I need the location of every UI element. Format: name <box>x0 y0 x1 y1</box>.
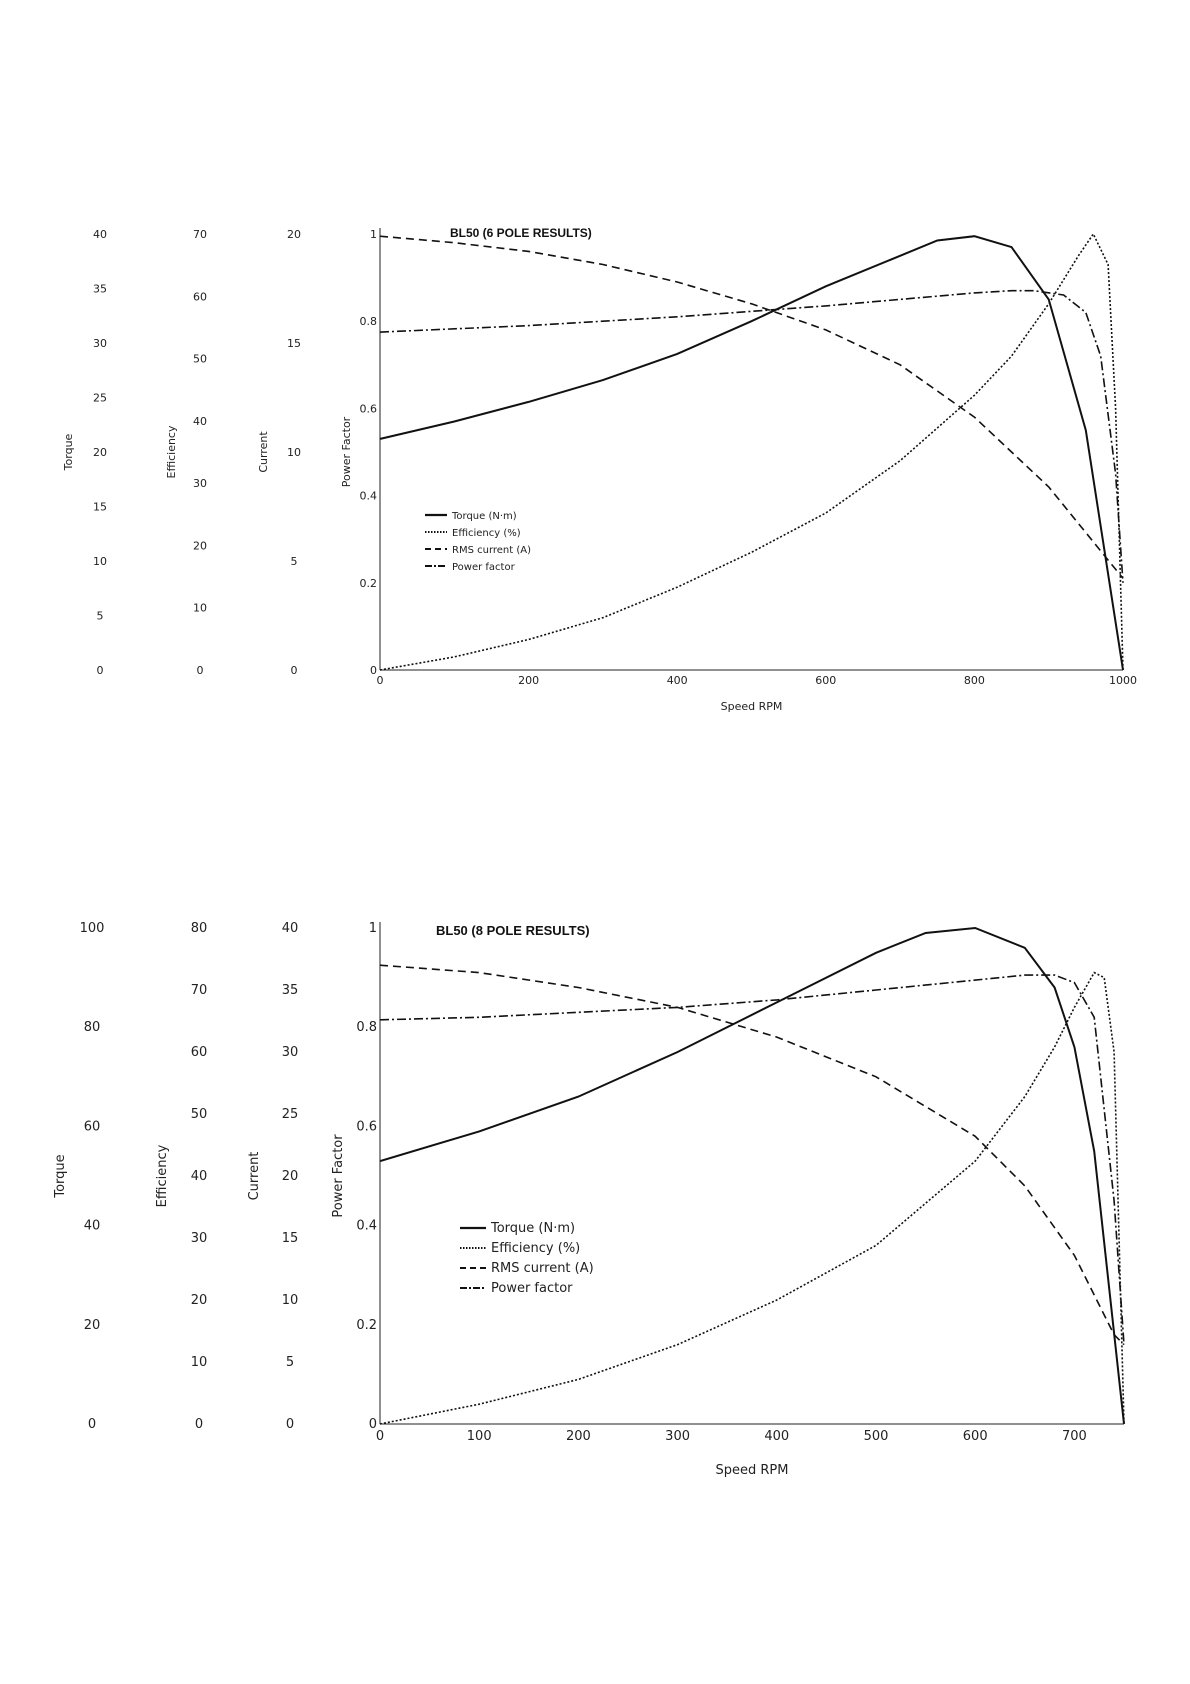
series-line-dotted <box>380 973 1124 1424</box>
secondary-axis-tick: 25 <box>281 1107 299 1122</box>
secondary-axis-tick: 0 <box>96 664 104 677</box>
y-tick-label: 0.4 <box>359 489 377 503</box>
secondary-axis-tick: 80 <box>190 921 208 936</box>
secondary-axis-tick: 80 <box>83 1020 101 1036</box>
y-tick-label: 1 <box>370 228 377 241</box>
y-axis-label: Power Factor <box>340 416 353 488</box>
secondary-axis-tick: 20 <box>193 539 207 553</box>
secondary-axis-tick: 25 <box>93 391 107 405</box>
y-tick-label: 0 <box>368 1417 377 1432</box>
secondary-axis-tick: 0 <box>196 664 204 677</box>
secondary-axis-tick: 20 <box>83 1317 101 1333</box>
secondary-axis-tick: 60 <box>193 290 207 304</box>
secondary-axis-tick: 40 <box>83 1218 101 1234</box>
secondary-axis-tick: 10 <box>287 446 301 459</box>
secondary-axis-tick: 40 <box>93 228 107 241</box>
y-tick-label: 0.2 <box>356 1317 377 1333</box>
x-tick-label: 400 <box>764 1429 790 1444</box>
secondary-axis-tick: 10 <box>190 1355 208 1370</box>
x-tick-label: 800 <box>963 674 985 687</box>
legend-entry: Power factor <box>491 1281 573 1296</box>
legend-entry: Torque (N·m) <box>491 1221 576 1236</box>
y-tick-label: 0.6 <box>359 402 377 416</box>
secondary-axis-tick: 30 <box>93 337 107 350</box>
secondary-axis-tick: 60 <box>83 1119 101 1135</box>
x-tick-label: 300 <box>665 1429 691 1444</box>
x-axis-label: Speed RPM <box>715 1463 789 1478</box>
y-axis-label: Power Factor <box>331 1134 346 1218</box>
x-tick-label: 200 <box>565 1429 591 1444</box>
secondary-axis-tick: 30 <box>193 477 207 491</box>
legend-entry: RMS current (A) <box>491 1261 594 1276</box>
legend-entry: Power factor <box>452 562 515 573</box>
secondary-axis-tick: 70 <box>190 983 208 998</box>
secondary-axis-label: Current <box>257 431 270 473</box>
x-tick-label: 400 <box>666 674 688 687</box>
secondary-axis-tick: 5 <box>290 555 298 568</box>
y-tick-label: 0.4 <box>356 1218 377 1234</box>
secondary-axis-tick: 60 <box>190 1045 208 1060</box>
secondary-axis-tick: 30 <box>190 1231 208 1246</box>
secondary-axis-tick: 30 <box>281 1045 299 1060</box>
x-tick-label: 500 <box>863 1429 889 1444</box>
secondary-axis-tick: 15 <box>93 500 107 514</box>
x-axis-label: Speed RPM <box>720 700 783 713</box>
secondary-axis-tick: 20 <box>93 446 107 459</box>
y-tick-label: 0.2 <box>359 576 377 590</box>
x-tick-label: 0 <box>375 1429 385 1444</box>
x-tick-label: 700 <box>1061 1429 1087 1444</box>
secondary-axis-tick: 0 <box>290 664 298 677</box>
bl50-6-pole-chart <box>0 0 1190 760</box>
secondary-axis-tick: 40 <box>193 414 207 428</box>
x-tick-label: 600 <box>962 1429 988 1444</box>
secondary-axis-label: Efficiency <box>155 1144 170 1208</box>
secondary-axis-tick: 10 <box>281 1293 299 1308</box>
secondary-axis-tick: 35 <box>93 282 107 296</box>
y-tick-label: 1 <box>368 921 377 936</box>
secondary-axis-tick: 10 <box>93 555 107 568</box>
secondary-axis-tick: 5 <box>285 1355 295 1370</box>
secondary-axis-label: Torque <box>62 433 75 471</box>
secondary-axis-tick: 5 <box>96 609 104 623</box>
series-line-solid <box>380 928 1124 1424</box>
secondary-axis-tick: 15 <box>287 337 301 350</box>
secondary-axis-tick: 50 <box>190 1107 208 1122</box>
y-tick-label: 0 <box>370 664 377 677</box>
y-tick-label: 0.6 <box>356 1119 377 1135</box>
series-line-solid <box>380 236 1123 670</box>
chart-title: BL50 (8 POLE RESULTS) <box>436 923 590 938</box>
secondary-axis-tick: 70 <box>193 228 207 241</box>
secondary-axis-tick: 40 <box>281 921 299 936</box>
secondary-axis-tick: 20 <box>281 1169 299 1184</box>
secondary-axis-label: Efficiency <box>165 425 178 479</box>
secondary-axis-label: Current <box>247 1151 262 1201</box>
secondary-axis-tick: 0 <box>285 1417 295 1432</box>
legend-entry: Efficiency (%) <box>452 528 521 539</box>
y-tick-label: 0.8 <box>359 315 377 329</box>
secondary-axis-tick: 15 <box>281 1231 299 1246</box>
legend-entry: RMS current (A) <box>452 545 531 556</box>
chart-title: BL50 (6 POLE RESULTS) <box>450 226 592 240</box>
x-tick-label: 600 <box>815 674 837 687</box>
y-tick-label: 0.8 <box>356 1020 377 1036</box>
secondary-axis-tick: 20 <box>287 228 301 241</box>
secondary-axis-tick: 35 <box>281 983 299 998</box>
x-tick-label: 0 <box>376 674 384 687</box>
x-tick-label: 200 <box>518 674 540 687</box>
x-tick-label: 100 <box>466 1429 492 1444</box>
secondary-axis-tick: 40 <box>190 1169 208 1184</box>
x-tick-label: 1000 <box>1109 674 1137 687</box>
legend-entry: Efficiency (%) <box>491 1241 581 1256</box>
secondary-axis-tick: 0 <box>87 1417 97 1432</box>
secondary-axis-tick: 10 <box>193 601 207 615</box>
secondary-axis-tick: 50 <box>193 352 207 366</box>
secondary-axis-tick: 20 <box>190 1293 208 1308</box>
secondary-axis-label: Torque <box>53 1154 68 1198</box>
secondary-axis-tick: 0 <box>194 1417 204 1432</box>
secondary-axis-tick: 100 <box>79 921 105 936</box>
bl50-8-pole-chart <box>0 860 1190 1620</box>
legend-entry: Torque (N·m) <box>452 511 517 522</box>
